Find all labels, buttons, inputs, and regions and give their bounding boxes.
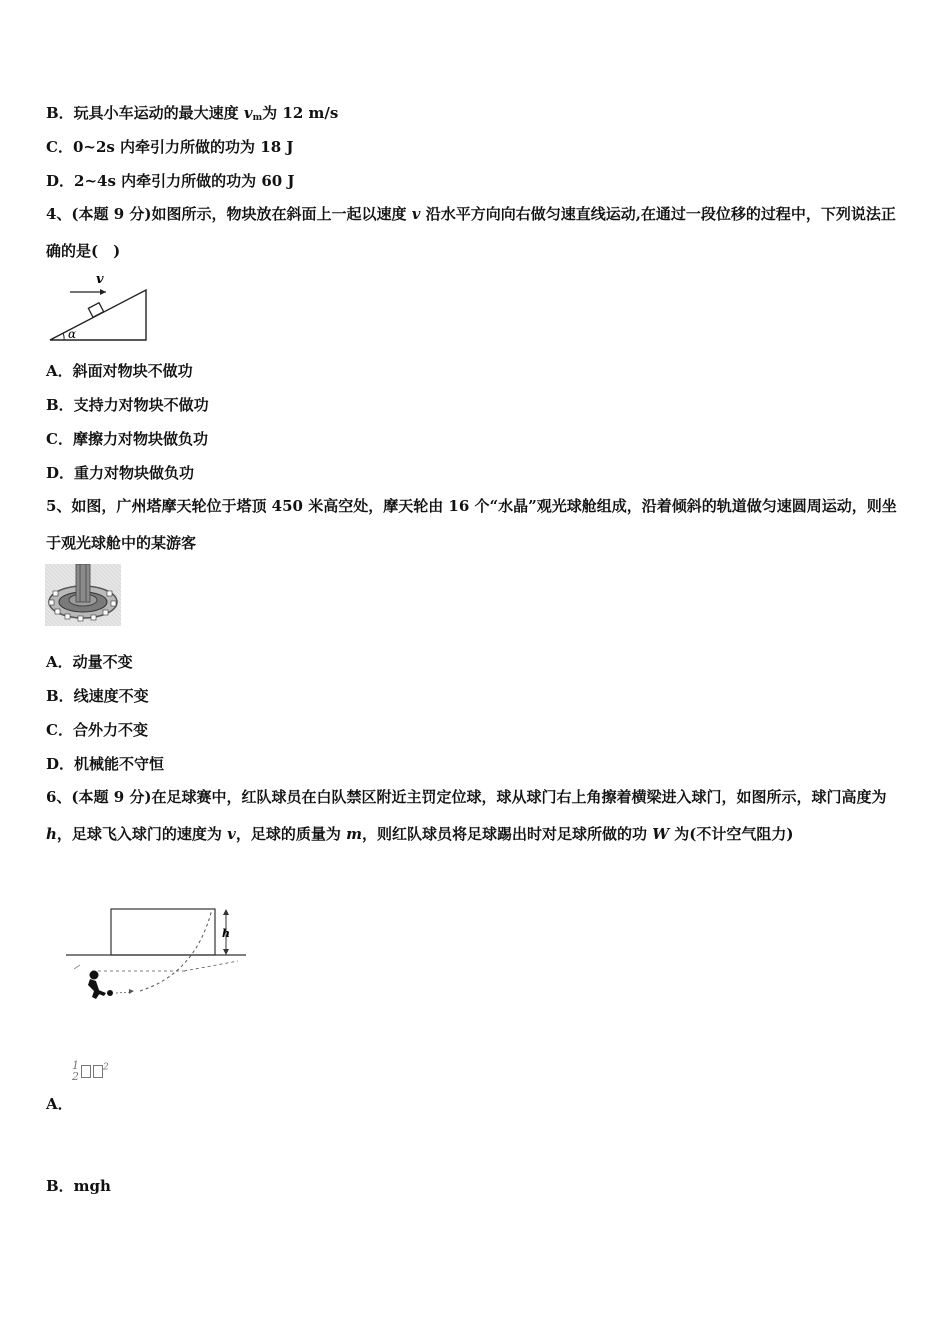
q6-option-a-formula [72, 1060, 109, 1082]
q4-option-a: A．斜面对物块不做功 [46, 362, 193, 380]
block [88, 303, 103, 317]
velocity-label: v [96, 272, 104, 287]
q4-stem [46, 196, 908, 270]
var-w: W [652, 825, 670, 843]
q3-option-c: C．0~2s 内牵引力所做的功为 18 J [46, 138, 294, 156]
q3-option-b-suffix: 为 12 m/s [262, 104, 339, 122]
q4-option-b: B．支持力对物块不做功 [46, 396, 209, 414]
goal-frame [111, 909, 215, 955]
ball-trajectory [140, 909, 212, 991]
var-subscript: m [252, 113, 263, 123]
var-m: m [346, 825, 362, 843]
q5-option-c: C．合外力不变 [46, 721, 148, 739]
fraction-numerator: 1 [72, 1059, 79, 1072]
q6-stem-5: 为(不计空气阻力) [669, 825, 794, 843]
q3-option-b-text: B．玩具小车运动的最大速度 [46, 104, 244, 122]
q3-option-d: D．2~4s 内牵引力所做的功为 60 J [46, 172, 295, 190]
var-v: v [227, 825, 236, 843]
var-v: v [243, 104, 253, 122]
q4-option-d: D．重力对物块做负功 [46, 464, 195, 482]
velocity-arrowhead [100, 289, 106, 295]
q6-stem-3: ，足球的质量为 [235, 825, 347, 843]
q6-option-b: B．mgh [46, 1177, 111, 1195]
q5-option-d: D．机械能不守恒 [46, 755, 165, 773]
q6-stem-2: ，足球飞入球门的速度为 [56, 825, 228, 843]
q6-stem-1: 6、(本题 9 分)在足球赛中，红队球员在白队禁区附近主罚定位球，球从球门右上角擦着横梁进入球门，如图所示，球门高度为 [46, 788, 887, 806]
missing-glyph-box [81, 1065, 91, 1078]
q4-stem-b: 沿水平方向向右做匀速直线运动,在通过一段位移的过程中，下列说法正确的是( ) [46, 205, 896, 260]
angle-label: α [68, 327, 77, 341]
q4-option-c: C．摩擦力对物块做负功 [46, 430, 208, 448]
soccer-goal-figure [66, 903, 250, 1007]
player-figure [88, 971, 134, 1000]
fraction-one-half [72, 1060, 79, 1082]
q4-stem-a: 4、(本题 9 分)如图所示，物块放在斜面上一起以速度 [46, 205, 412, 223]
missing-glyph-box [93, 1065, 103, 1078]
exponent: 2 [103, 1062, 109, 1073]
var-v: v [411, 205, 421, 223]
q5-stem: 5、如图，广州塔摩天轮位于塔顶 450 米高空处，摩天轮由 16 个“水晶”观光球舱组成，沿着倾斜的轨道做匀速圆周运动，则坐于观光球舱中的某游客 [46, 497, 897, 552]
incline-figure [46, 270, 150, 344]
q5-option-a: A．动量不变 [46, 653, 133, 671]
fraction-denominator: 2 [72, 1070, 79, 1083]
ferris-wheel-photo [45, 564, 121, 626]
height-label: h [222, 927, 230, 940]
q5-option-b: B．线速度不变 [46, 687, 149, 705]
q6-stem-4: ，则红队球员将足球踢出时对足球所做的功 [361, 825, 653, 843]
q6-stem [46, 779, 908, 853]
q3-option-b [46, 102, 338, 123]
angle-arc [63, 333, 64, 340]
q6-option-a: A． [46, 1095, 73, 1113]
var-h: h [46, 825, 57, 843]
